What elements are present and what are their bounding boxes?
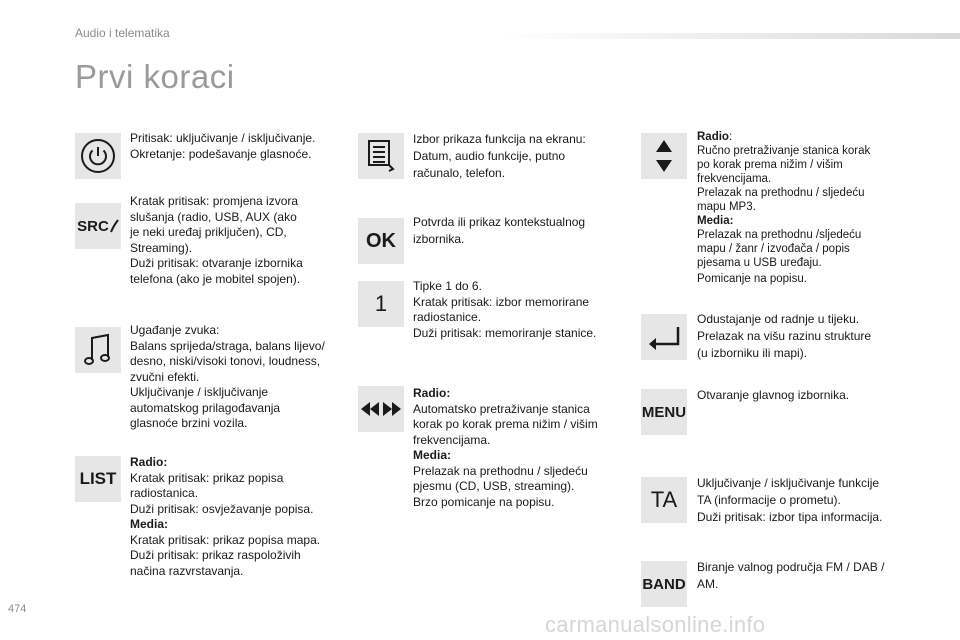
- power-icon: [80, 138, 116, 174]
- back-description: Odustajanje od radnje u tijeku. Prelazak na višu razinu strukture (u izborniku ili mapi).: [697, 312, 872, 360]
- sound-description: Ugađanje zvuka: Balans sprijeda/straga, balans lijevo/ desno, niski/visoki tonovi, loudness, zvučni efekti. Uključivanje / isključivanje automatskog prilagođavanja glasnoće brzini vozila.: [130, 323, 325, 430]
- header-rule: [500, 33, 960, 39]
- seek-description: Radio: Automatsko pretraživanje stanica korak po korak prema nižim / višim frekvencijama. Media: Prelazak na prethodnu / sljedeću pjesmu (CD, USB, streaming). Brzo pomicanje na popisu.: [413, 386, 598, 509]
- preset-description: Tipke 1 do 6. Kratak pritisak: izbor memorirane radiostanice. Duži pritisak: memoriranje stanice.: [413, 279, 597, 340]
- ta-icon: TA: [650, 487, 678, 512]
- watermark: carmanualsonline.info: [545, 612, 766, 637]
- menu-icon: MENU: [641, 403, 687, 421]
- src-description: Kratak pritisak: promjena izvora slušanja (radio, USB, AUX (ako je neki uređaj priključen), CD, Streaming). Duži pritisak: otvaranje izbornika telefona (ako je mobitel spojen).: [130, 194, 303, 286]
- ok-description: Potvrda ili prikaz kontekstualnog izbornika.: [413, 215, 586, 246]
- band-button-icon: [641, 561, 687, 607]
- preset-button-icon: [358, 281, 404, 327]
- ta-description: Uključivanje / isključivanje funkcije TA (informacije o prometu). Duži pritisak: izbor tipa informacija.: [697, 476, 883, 524]
- music-note-icon: [83, 332, 113, 368]
- phone-slash-icon: [109, 219, 119, 233]
- power-description: Pritisak: uključivanje / isključivanje. Okretanje: podešavanje glasnoće.: [130, 131, 316, 161]
- preset-one-icon: 1: [374, 291, 388, 316]
- power-button-icon: [75, 133, 121, 179]
- src-icon: SRC: [77, 217, 109, 235]
- page-title: Prvi koraci: [75, 58, 235, 95]
- menu-button-icon: [641, 389, 687, 435]
- display-button-icon: [358, 133, 404, 179]
- seek-arrows-icon: [359, 400, 403, 418]
- ok-icon: OK: [366, 229, 396, 252]
- page-number: 474: [8, 603, 27, 615]
- band-description: Biranje valnog područja FM / DAB / AM.: [697, 560, 885, 591]
- back-arrow-icon: [647, 324, 681, 350]
- menu-description: Otvaranje glavnog izbornika.: [697, 388, 850, 402]
- list-description: Radio: Kratak pritisak: prikaz popisa radiostanica. Duži pritisak: osvježavanje popisa. Media: Kratak pritisak: prikaz popisa mapa. Duži pritisak: prikaz raspoloživih načina razvrstavanja.: [130, 455, 321, 578]
- section-label: Audio i telematika: [75, 26, 170, 40]
- seek-button-icon: [358, 386, 404, 432]
- ta-button-icon: [641, 477, 687, 523]
- sound-button-icon: [75, 327, 121, 373]
- display-list-icon: [367, 139, 395, 173]
- display-description: Izbor prikaza funkcija na ekranu: Datum, audio funkcije, putno računalo, telefon.: [413, 132, 586, 180]
- updown-description: Radio: Ručno pretraživanje stanica korak po korak prema nižim / višim frekvencijama. Prelazak na prethodnu / sljedeću mapu MP3. Media: Prelazak na prethodnu /sljedeću mapu / žanr / izvođača / popis pjesama u USB uređaju. Pomicanje na popisu.: [697, 131, 871, 285]
- list-button-icon: [75, 456, 121, 502]
- ok-button-icon: [358, 218, 404, 264]
- updown-button-icon: [641, 133, 687, 179]
- band-icon: BAND: [642, 575, 686, 593]
- list-icon: LIST: [79, 469, 117, 488]
- up-down-arrows-icon: [655, 138, 673, 174]
- src-button-icon: [75, 203, 121, 249]
- back-button-icon: [641, 314, 687, 360]
